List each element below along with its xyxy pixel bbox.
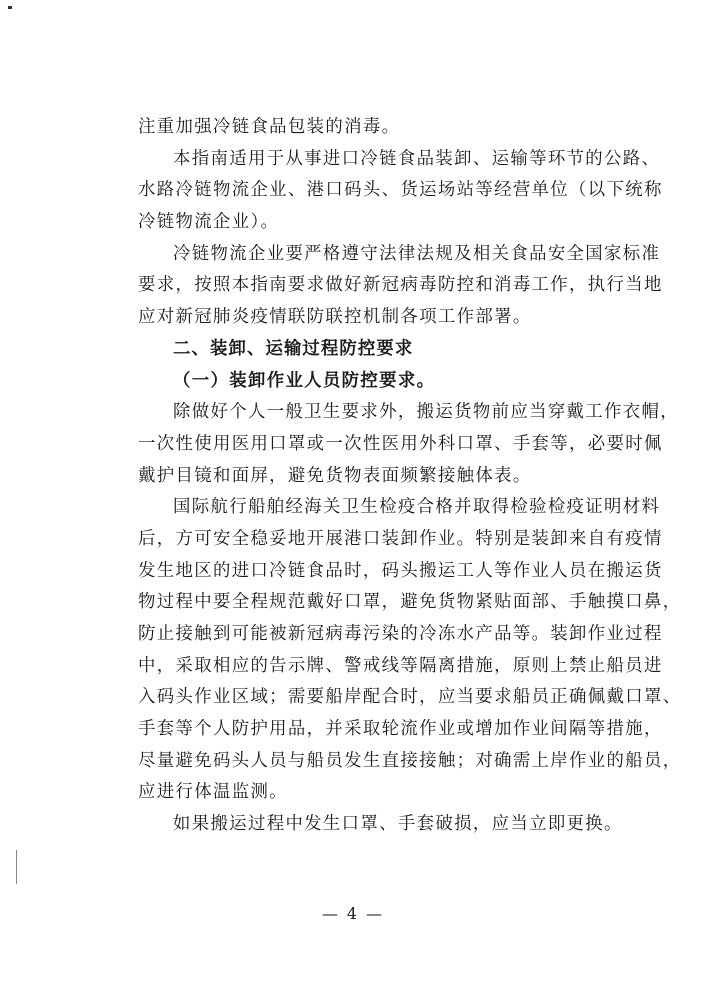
text-line: 防止接触到可能被新冠病毒污染的冷冻水产品等。装卸作业过程 bbox=[138, 624, 663, 644]
text-line: 后，方可安全稳妥地开展港口装卸作业。特别是装卸来自有疫情 bbox=[138, 528, 663, 549]
text-line: 冷链物流企业要严格遵守法律法规及相关食品安全国家标准 bbox=[173, 243, 661, 264]
text-line: 应对新冠肺炎疫情联防联控机制各项工作部署。 bbox=[138, 307, 532, 328]
text-line: 一次性使用医用口罩或一次性医用外科口罩、手套等，必要时佩 bbox=[138, 433, 663, 454]
document-body bbox=[138, 112, 682, 841]
text-line: 国际航行船舶经海关卫生检疫合格并取得检验检疫证明材料 bbox=[173, 497, 661, 518]
text-line: 应进行体温监测。 bbox=[138, 782, 288, 803]
text-line: 戴护目镜和面屏，避免货物表面频繁接触体表。 bbox=[138, 465, 532, 486]
text-line: 中，采取相应的告示牌、警戒线等隔离措施，原则上禁止船员进 bbox=[138, 655, 663, 676]
text-line: 水路冷链物流企业、港口码头、货运场站等经营单位（以下统称 bbox=[138, 180, 663, 201]
text-line: 除做好个人一般卫生要求外，搬运货物前应当穿戴工作衣帽， bbox=[173, 402, 679, 423]
text-line: 物过程中要全程规范戴好口罩，避免货物紧贴面部、手触摸口鼻， bbox=[138, 592, 682, 613]
scan-corner-mark bbox=[8, 6, 12, 9]
text-line: 尽量避免码头人员与船员发生直接接触；对确需上岸作业的船员， bbox=[138, 750, 682, 771]
text-line: 本指南适用于从事进口冷链食品装卸、运输等环节的公路、 bbox=[173, 148, 661, 169]
text-line: 如果搬运过程中发生口罩、手套破损，应当立即更换。 bbox=[173, 814, 623, 835]
text-line: 手套等个人防护用品，并采取轮流作业或增加作业间隔等措施， bbox=[138, 719, 663, 740]
text-line: 入码头作业区域；需要船岸配合时，应当要求船员正确佩戴口罩、 bbox=[138, 687, 682, 708]
subsection-heading: （一）装卸作业人员防控要求。 bbox=[173, 370, 436, 391]
binding-margin-line bbox=[16, 850, 17, 884]
text-line: 要求，按照本指南要求做好新冠病毒防控和消毒工作，执行当地 bbox=[138, 275, 663, 296]
text-line: 注重加强冷链食品包装的消毒。 bbox=[138, 117, 401, 137]
text-line: 冷链物流企业）。 bbox=[138, 212, 280, 233]
text-line: 发生地区的进口冷链食品时，码头搬运工人等作业人员在搬运货 bbox=[138, 560, 663, 581]
section-heading: 二、装卸、运输过程防控要求 bbox=[173, 338, 414, 359]
page-number: — 4 — bbox=[321, 904, 385, 923]
